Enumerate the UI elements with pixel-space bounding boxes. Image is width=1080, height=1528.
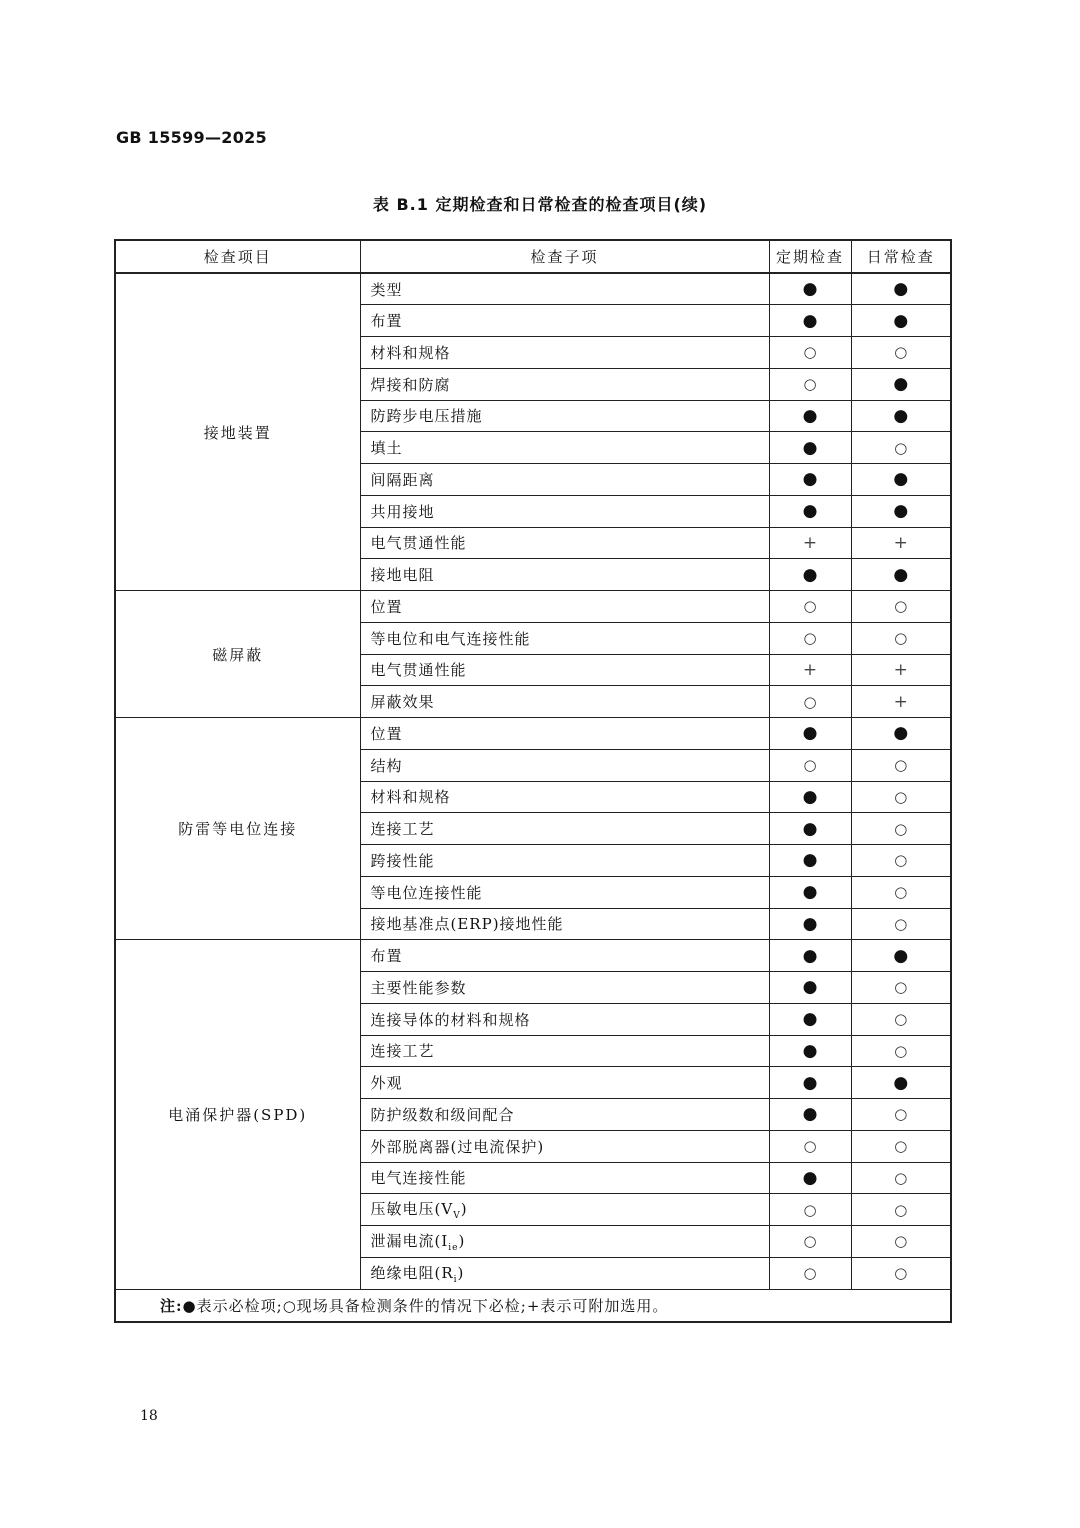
sub-item-text: 等电位连接性能 <box>370 883 483 902</box>
daily-check-cell <box>851 876 951 908</box>
sub-item-subscript: V <box>453 1211 461 1222</box>
open-mark-icon: ○ <box>803 1232 817 1251</box>
plus-mark-icon: + <box>802 659 818 680</box>
table-header-row <box>115 240 951 273</box>
filled-mark-icon: ● <box>893 1072 909 1093</box>
sub-item-cell <box>360 1099 769 1131</box>
daily-check-cell <box>851 749 951 781</box>
daily-check-cell <box>851 940 951 972</box>
sub-item-text: 共用接地 <box>370 502 435 521</box>
table-row <box>115 940 951 972</box>
periodic-check-cell <box>769 1257 851 1289</box>
periodic-check-cell <box>769 622 851 654</box>
periodic-check-cell <box>769 1003 851 1035</box>
open-mark-icon: ○ <box>894 914 908 933</box>
sub-item-cell <box>360 1226 769 1258</box>
sub-item-text: 等电位和电气连接性能 <box>370 629 531 648</box>
open-mark-icon: ○ <box>894 629 908 648</box>
sub-item-suffix: ) <box>457 1263 465 1282</box>
sub-item-text: 防护级数和级间配合 <box>370 1105 515 1124</box>
sub-item-subscript: ie <box>448 1242 459 1253</box>
filled-mark-icon: ● <box>802 1167 818 1188</box>
table-body <box>115 273 951 1289</box>
open-mark-icon: ○ <box>803 756 817 775</box>
filled-mark-icon: ● <box>893 469 909 490</box>
filled-mark-icon: ● <box>802 310 818 331</box>
filled-mark-icon: ● <box>802 1104 818 1125</box>
daily-check-cell <box>851 368 951 400</box>
daily-check-cell <box>851 464 951 496</box>
periodic-check-cell <box>769 1194 851 1226</box>
periodic-check-cell <box>769 1130 851 1162</box>
periodic-check-cell <box>769 718 851 750</box>
filled-mark-icon: ● <box>802 850 818 871</box>
filled-mark-icon: ● <box>802 882 818 903</box>
open-mark-icon: ○ <box>803 375 817 394</box>
sub-item-text: 外部脱离器(过电流保护) <box>370 1137 545 1156</box>
group-name-cell: 接地装置 <box>115 273 360 591</box>
daily-check-cell <box>851 654 951 686</box>
plus-mark-icon: + <box>893 691 908 712</box>
filled-mark-icon: ● <box>802 501 818 522</box>
sub-item-text: 材料和规格 <box>370 343 451 362</box>
periodic-check-cell <box>769 527 851 559</box>
periodic-check-cell <box>769 368 851 400</box>
filled-mark-icon: ● <box>802 723 818 744</box>
sub-item-text: 填土 <box>370 439 403 458</box>
sub-item-text: 屏蔽效果 <box>370 693 435 712</box>
group-name-cell: 防雷等电位连接 <box>115 718 360 940</box>
open-mark-icon: ○ <box>803 1137 817 1156</box>
periodic-check-cell <box>769 686 851 718</box>
sub-item-cell <box>360 686 769 718</box>
open-mark-icon: ○ <box>894 978 908 997</box>
periodic-check-cell <box>769 781 851 813</box>
open-mark-icon: ○ <box>894 1200 908 1219</box>
sub-item-cell <box>360 273 769 305</box>
open-mark-icon: ○ <box>894 1168 908 1187</box>
periodic-check-cell <box>769 876 851 908</box>
sub-item-suffix: ) <box>458 1231 466 1250</box>
open-mark-icon: ○ <box>894 756 908 775</box>
sub-item-text: 防跨步电压措施 <box>370 407 483 426</box>
sub-item-text: 焊接和防腐 <box>370 375 451 394</box>
open-mark-icon: ○ <box>894 1264 908 1283</box>
periodic-check-cell <box>769 495 851 527</box>
sub-item-text: 压敏电压(V <box>370 1200 454 1219</box>
daily-check-cell <box>851 686 951 718</box>
filled-mark-icon: ● <box>802 913 818 934</box>
daily-check-cell <box>851 1099 951 1131</box>
sub-item-suffix: ) <box>460 1200 468 1219</box>
open-mark-icon: ○ <box>803 343 817 362</box>
daily-check-cell <box>851 527 951 559</box>
daily-check-cell <box>851 1257 951 1289</box>
table-note <box>115 1289 951 1322</box>
open-mark-icon: ○ <box>894 1105 908 1124</box>
filled-mark-icon: ● <box>893 279 909 300</box>
periodic-check-cell <box>769 1067 851 1099</box>
column-header: 日常检查 <box>851 240 951 273</box>
periodic-check-cell <box>769 908 851 940</box>
sub-item-cell <box>360 845 769 877</box>
inspection-table <box>114 239 952 1323</box>
table-row <box>115 591 951 623</box>
group-name-cell: 电涌保护器(SPD) <box>115 940 360 1289</box>
daily-check-cell <box>851 813 951 845</box>
periodic-check-cell <box>769 1035 851 1067</box>
daily-check-cell <box>851 559 951 591</box>
daily-check-cell <box>851 591 951 623</box>
filled-mark-icon: ● <box>802 818 818 839</box>
daily-check-cell <box>851 622 951 654</box>
open-mark-icon: ○ <box>894 1137 908 1156</box>
periodic-check-cell <box>769 559 851 591</box>
plus-mark-icon: + <box>893 659 908 680</box>
filled-mark-icon: ● <box>802 437 818 458</box>
periodic-check-cell <box>769 337 851 369</box>
periodic-check-cell <box>769 464 851 496</box>
filled-mark-icon: ● <box>802 1072 818 1093</box>
open-mark-icon: ○ <box>803 692 817 711</box>
sub-item-cell <box>360 1003 769 1035</box>
sub-item-text: 泄漏电流(I <box>370 1231 449 1250</box>
sub-item-text: 位置 <box>370 597 403 616</box>
open-mark-icon: ○ <box>894 1010 908 1029</box>
sub-item-text: 跨接性能 <box>370 851 435 870</box>
table-note-row <box>115 1289 951 1322</box>
sub-item-text: 布置 <box>370 947 403 966</box>
column-header: 检查子项 <box>360 240 769 273</box>
daily-check-cell <box>851 337 951 369</box>
sub-item-text: 绝缘电阻(R <box>370 1263 454 1282</box>
daily-check-cell <box>851 972 951 1004</box>
open-mark-icon: ○ <box>894 819 908 838</box>
open-mark-icon: ○ <box>803 1200 817 1219</box>
sub-item-text: 外观 <box>370 1074 403 1093</box>
daily-check-cell <box>851 845 951 877</box>
sub-item-cell <box>360 559 769 591</box>
sub-item-cell <box>360 654 769 686</box>
sub-item-cell <box>360 1130 769 1162</box>
sub-item-cell <box>360 591 769 623</box>
sub-item-text: 连接工艺 <box>370 820 435 839</box>
periodic-check-cell <box>769 1162 851 1194</box>
sub-item-text: 类型 <box>370 280 403 299</box>
sub-item-text: 电气贯通性能 <box>370 534 467 553</box>
note-text: ●表示必检项;○现场具备检测条件的情况下必检;+表示可附加选用。 <box>182 1296 669 1315</box>
daily-check-cell <box>851 1226 951 1258</box>
sub-item-text: 电气贯通性能 <box>370 661 467 680</box>
sub-item-text: 材料和规格 <box>370 788 451 807</box>
periodic-check-cell <box>769 1099 851 1131</box>
open-mark-icon: ○ <box>894 597 908 616</box>
periodic-check-cell <box>769 845 851 877</box>
sub-item-cell <box>360 337 769 369</box>
sub-item-text: 连接工艺 <box>370 1042 435 1061</box>
sub-item-text: 电气连接性能 <box>370 1169 467 1188</box>
sub-item-cell <box>360 749 769 781</box>
open-mark-icon: ○ <box>803 629 817 648</box>
open-mark-icon: ○ <box>894 1232 908 1251</box>
sub-item-cell <box>360 622 769 654</box>
filled-mark-icon: ● <box>802 1040 818 1061</box>
filled-mark-icon: ● <box>802 279 818 300</box>
filled-mark-icon: ● <box>893 405 909 426</box>
sub-item-cell <box>360 813 769 845</box>
table-row <box>115 273 951 305</box>
sub-item-cell <box>360 781 769 813</box>
periodic-check-cell <box>769 305 851 337</box>
sub-item-cell <box>360 718 769 750</box>
sub-item-text: 接地电阻 <box>370 566 435 585</box>
sub-item-cell <box>360 368 769 400</box>
filled-mark-icon: ● <box>893 310 909 331</box>
filled-mark-icon: ● <box>893 945 909 966</box>
open-mark-icon: ○ <box>894 883 908 902</box>
sub-item-cell <box>360 305 769 337</box>
open-mark-icon: ○ <box>894 787 908 806</box>
sub-item-cell <box>360 495 769 527</box>
sub-item-text: 接地基准点(ERP)接地性能 <box>370 915 564 934</box>
open-mark-icon: ○ <box>894 438 908 457</box>
daily-check-cell <box>851 1003 951 1035</box>
daily-check-cell <box>851 1162 951 1194</box>
filled-mark-icon: ● <box>802 405 818 426</box>
open-mark-icon: ○ <box>894 343 908 362</box>
filled-mark-icon: ● <box>893 723 909 744</box>
daily-check-cell <box>851 1194 951 1226</box>
daily-check-cell <box>851 908 951 940</box>
sub-item-cell <box>360 1162 769 1194</box>
daily-check-cell <box>851 305 951 337</box>
filled-mark-icon: ● <box>802 1009 818 1030</box>
periodic-check-cell <box>769 400 851 432</box>
daily-check-cell <box>851 400 951 432</box>
filled-mark-icon: ● <box>893 374 909 395</box>
periodic-check-cell <box>769 940 851 972</box>
daily-check-cell <box>851 1130 951 1162</box>
group-name-cell: 磁屏蔽 <box>115 591 360 718</box>
table-caption: 表 B.1 定期检查和日常检查的检查项目(续) <box>372 195 708 214</box>
periodic-check-cell <box>769 749 851 781</box>
daily-check-cell <box>851 781 951 813</box>
sub-item-cell <box>360 940 769 972</box>
daily-check-cell <box>851 1067 951 1099</box>
sub-item-cell <box>360 432 769 464</box>
sub-item-text: 连接导体的材料和规格 <box>370 1010 531 1029</box>
note-label: 注: <box>160 1296 183 1315</box>
sub-item-cell <box>360 527 769 559</box>
sub-item-cell <box>360 1035 769 1067</box>
periodic-check-cell <box>769 1226 851 1258</box>
table-row <box>115 718 951 750</box>
open-mark-icon: ○ <box>894 851 908 870</box>
periodic-check-cell <box>769 654 851 686</box>
filled-mark-icon: ● <box>893 564 909 585</box>
sub-item-text: 位置 <box>370 724 403 743</box>
open-mark-icon: ○ <box>803 597 817 616</box>
filled-mark-icon: ● <box>802 786 818 807</box>
column-header: 检查项目 <box>115 240 360 273</box>
sub-item-subscript: i <box>453 1274 458 1285</box>
filled-mark-icon: ● <box>802 945 818 966</box>
periodic-check-cell <box>769 591 851 623</box>
standard-number: GB 15599—2025 <box>116 128 267 147</box>
filled-mark-icon: ● <box>802 564 818 585</box>
daily-check-cell <box>851 273 951 305</box>
daily-check-cell <box>851 1035 951 1067</box>
plus-mark-icon: + <box>802 532 818 553</box>
filled-mark-icon: ● <box>893 501 909 522</box>
periodic-check-cell <box>769 432 851 464</box>
sub-item-cell <box>360 1257 769 1289</box>
page-number: 18 <box>140 1408 158 1424</box>
sub-item-cell <box>360 876 769 908</box>
sub-item-cell <box>360 972 769 1004</box>
daily-check-cell <box>851 432 951 464</box>
sub-item-text: 结构 <box>370 756 403 775</box>
daily-check-cell <box>851 495 951 527</box>
sub-item-cell <box>360 400 769 432</box>
filled-mark-icon: ● <box>802 977 818 998</box>
sub-item-cell <box>360 1194 769 1226</box>
sub-item-text: 布置 <box>370 312 403 331</box>
column-header: 定期检查 <box>769 240 851 273</box>
sub-item-text: 间隔距离 <box>370 470 435 489</box>
sub-item-cell <box>360 464 769 496</box>
periodic-check-cell <box>769 972 851 1004</box>
periodic-check-cell <box>769 813 851 845</box>
open-mark-icon: ○ <box>803 1264 817 1283</box>
periodic-check-cell <box>769 273 851 305</box>
sub-item-text: 主要性能参数 <box>370 978 467 997</box>
daily-check-cell <box>851 718 951 750</box>
plus-mark-icon: + <box>893 532 908 553</box>
open-mark-icon: ○ <box>894 1041 908 1060</box>
sub-item-cell <box>360 1067 769 1099</box>
sub-item-cell <box>360 908 769 940</box>
filled-mark-icon: ● <box>802 469 818 490</box>
